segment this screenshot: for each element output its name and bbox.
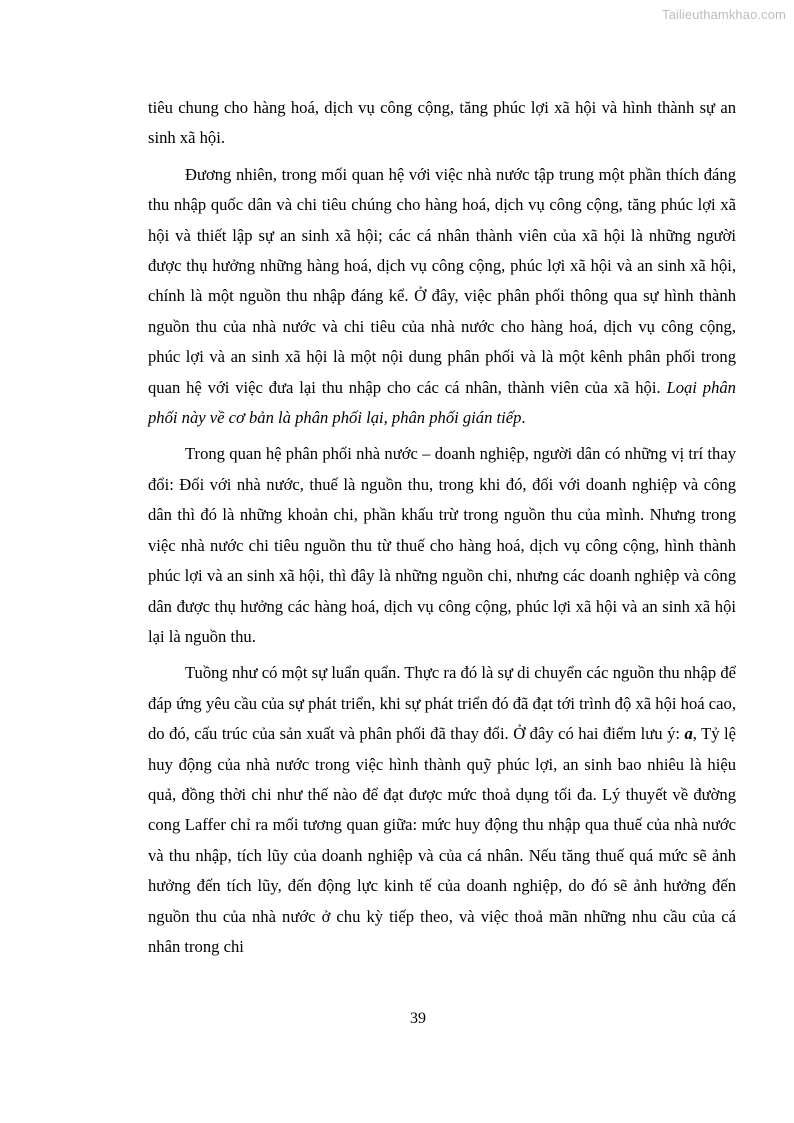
- paragraph-4: [148, 658, 736, 962]
- paragraph-1-text: tiêu chung cho hàng hoá, dịch vụ công cộng, tăng phúc lợi xã hội và hình thành sự an sinh xã hội.: [148, 98, 736, 148]
- paragraph-2-italic: Loại phân phối này về cơ bản là phân phối lại, phân phối gián tiếp: [148, 377, 736, 428]
- paragraph-2-end: .: [521, 408, 526, 428]
- document-body: [148, 93, 736, 968]
- paragraph-2-text: Đương nhiên, trong mối quan hệ với việc nhà nước tập trung một phần thích đáng thu nhập quốc dân và chi tiêu chúng cho hàng hoá, dịch vụ công cộng, tăng phúc lợi xã hội và thiết lập sự an sinh xã hội; các cá nhân thành viên của xã hội là những người được thụ hưởng những hàng hoá, dịch vụ công cộng, phúc lợi xã hội và an sinh xã hội, chính là một nguồn thu nhập đáng kể. Ở đây, việc phân phối thông qua sự hình thành nguồn thu của nhà nước và chi tiêu của nhà nước cho hàng hoá, dịch vụ công cộng, phúc lợi và an sinh xã hội là một nội dung phân phối và là một kênh phân phối trong quan hệ với việc đưa lại thu nhập cho các cá nhân, thành viên của xã hội.: [148, 164, 736, 397]
- paragraph-3-text: Trong quan hệ phân phối nhà nước – doanh nghiệp, người dân có những vị trí thay đổi: Đối với nhà nước, thuế là nguồn thu, trong khi đó, đối với doanh nghiệp và công dân thì đó là những khoản chi, phần khấu trừ trong nguồn thu của mình. Nhưng trong việc nhà nước chi tiêu nguồn thu từ thuế cho hàng hoá, dịch vụ công cộng, hình thành phúc lợi và an sinh xã hội, thì đây là những nguồn chi, nhưng các doanh nghiệp và công dân được thụ hưởng các hàng hoá, dịch vụ công cộng, phúc lợi xã hội và an sinh xã hội lại là nguồn thu.: [148, 444, 736, 646]
- paragraph-4-text: Tuồng như có một sự luẩn quẩn. Thực ra đó là sự di chuyển các nguồn thu nhập để đáp ứng yêu cầu của sự phát triển, khi sự phát triển đó đã đạt tới trình độ xã hội hoá cao, do đó, cấu trúc của sản xuất và phân phối đã thay đổi. Ở đây có hai điểm lưu ý:: [148, 663, 736, 744]
- paragraph-4-bold-italic: a: [684, 724, 693, 744]
- page-number: 39: [410, 1010, 426, 1027]
- paragraph-1: [148, 93, 736, 154]
- paragraph-3: [148, 439, 736, 652]
- paragraph-2: [148, 160, 736, 434]
- watermark: Tailieuthamkhao.com: [661, 7, 786, 22]
- paragraph-4-rest: , Tỷ lệ huy động của nhà nước trong việc hình thành quỹ phúc lợi, an sinh bao nhiêu là hiệu quả, đồng thời chi như thế nào để đạt được mức thoả dụng tối đa. Lý thuyết về đường cong Laffer chỉ ra mối tương quan giữa: mức huy động thu nhập qua thuế của nhà nước và thu nhập, tích lũy của doanh nghiệp và của cá nhân. Nếu tăng thuế quá mức sẽ ảnh hưởng đến tích lũy, đến động lực kinh tế của doanh nghiệp, do đó sẽ ảnh hưởng đến nguồn thu của nhà nước ở chu kỳ tiếp theo, và việc thoả mãn những nhu cầu của cá nhân trong chi: [148, 724, 736, 956]
